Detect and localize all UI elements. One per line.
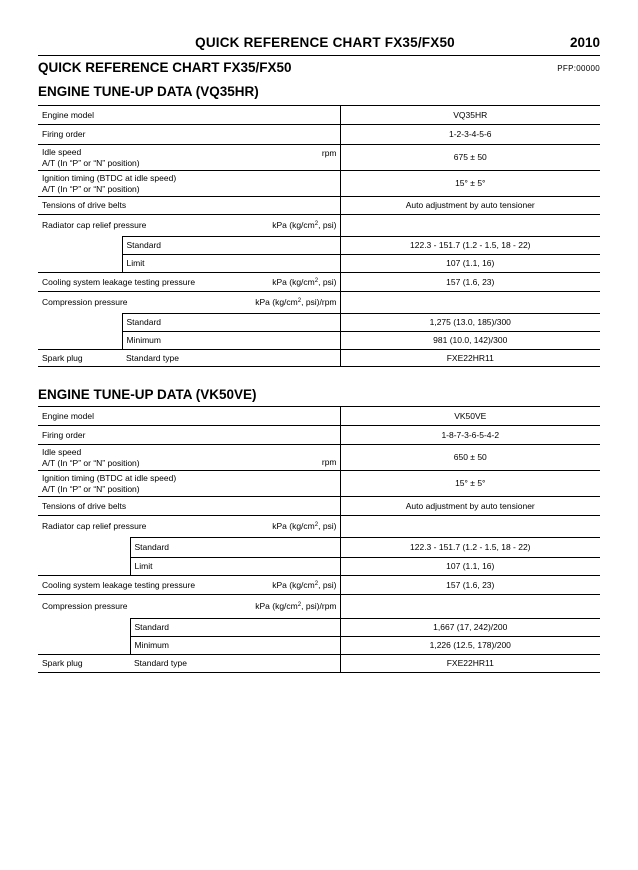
empty-cell bbox=[38, 332, 122, 350]
value-compression-minimum: 1,226 (12.5, 178)/200 bbox=[340, 637, 600, 655]
value-drive-belts: Auto adjustment by auto tensioner bbox=[340, 497, 600, 516]
table-row bbox=[38, 538, 600, 558]
table-row bbox=[38, 106, 600, 125]
unit-kpa bbox=[238, 215, 340, 237]
table-row bbox=[38, 171, 600, 197]
label-spark-plug: Spark plug bbox=[38, 350, 122, 367]
empty-cell bbox=[38, 619, 130, 637]
table-row bbox=[38, 215, 600, 237]
table-row bbox=[38, 237, 600, 255]
unit-kpa-rpm-tail: , psi)/rpm bbox=[301, 601, 337, 611]
value-cooling-leak: 157 (1.6, 23) bbox=[340, 576, 600, 595]
value-cooling-leak: 157 (1.6, 23) bbox=[340, 273, 600, 292]
table-row bbox=[38, 255, 600, 273]
table-row bbox=[38, 273, 600, 292]
unit-kpa-tail: , psi) bbox=[318, 220, 337, 230]
running-header-year: 2010 bbox=[569, 35, 600, 50]
label-drive-belts: Tensions of drive belts bbox=[38, 197, 340, 215]
label-firing-order: Firing order bbox=[38, 125, 340, 145]
label-radiator-limit: Limit bbox=[122, 255, 340, 273]
value-drive-belts: Auto adjustment by auto tensioner bbox=[340, 197, 600, 215]
at-position-label: A/T (In “P” or “N” position) bbox=[42, 157, 140, 168]
unit-superscript: 2 bbox=[314, 580, 319, 587]
table-row bbox=[38, 350, 600, 367]
unit-kpa bbox=[238, 273, 340, 292]
label-compression-standard: Standard bbox=[130, 619, 340, 637]
label-cooling-leak: Cooling system leakage testing pressure bbox=[38, 576, 230, 595]
table-row bbox=[38, 516, 600, 538]
empty-cell bbox=[38, 255, 122, 273]
label-compression-minimum: Minimum bbox=[122, 332, 340, 350]
unit-superscript: 2 bbox=[314, 221, 319, 227]
empty-cell bbox=[38, 538, 130, 558]
header-rule bbox=[38, 55, 600, 56]
label-compression-standard: Standard bbox=[122, 314, 340, 332]
value-radiator-limit: 107 (1.1, 16) bbox=[340, 255, 600, 273]
label-engine-model: Engine model bbox=[38, 106, 340, 125]
value-ignition-timing: 15° ± 5° bbox=[340, 171, 600, 197]
label-idle-speed bbox=[38, 145, 238, 171]
tune-up-table-vq35hr bbox=[38, 105, 600, 367]
idle-speed-label: Idle speed bbox=[42, 146, 82, 157]
unit-kpa-text: kPa (kg/cm bbox=[272, 579, 315, 590]
label-drive-belts: Tensions of drive belts bbox=[38, 497, 340, 516]
value-firing-order: 1-2-3-4-5-6 bbox=[340, 125, 600, 145]
value-engine-model: VK50VE bbox=[340, 407, 600, 426]
table-row bbox=[38, 445, 600, 471]
label-radiator-standard: Standard bbox=[122, 237, 340, 255]
section-title-vk50ve: ENGINE TUNE-UP DATA (VK50VE) bbox=[38, 387, 257, 402]
table-row bbox=[38, 471, 600, 497]
value-spark-plug: FXE22HR11 bbox=[340, 655, 600, 673]
label-standard-type: Standard type bbox=[122, 350, 340, 367]
table-row bbox=[38, 332, 600, 350]
value-radiator-standard: 122.3 - 151.7 (1.2 - 1.5, 18 - 22) bbox=[340, 237, 600, 255]
table-row bbox=[38, 197, 600, 215]
unit-kpa-text: kPa (kg/cm bbox=[272, 220, 315, 230]
running-header-title: QUICK REFERENCE CHART FX35/FX50 bbox=[195, 35, 455, 50]
tune-up-table-vk50ve bbox=[38, 406, 600, 673]
value-idle-speed: 650 ± 50 bbox=[340, 445, 600, 471]
label-radiator-cap: Radiator cap relief pressure bbox=[38, 215, 238, 237]
empty-cell bbox=[38, 558, 130, 576]
label-firing-order: Firing order bbox=[38, 426, 340, 445]
value-compression-standard: 1,667 (17, 242)/200 bbox=[340, 619, 600, 637]
at-position-label: A/T (In “P” or “N” position) bbox=[42, 183, 140, 194]
table-row bbox=[38, 637, 600, 655]
unit-superscript: 2 bbox=[314, 277, 319, 284]
value-compression-minimum: 981 (10.0, 142)/300 bbox=[340, 332, 600, 350]
table-row bbox=[38, 558, 600, 576]
ignition-timing-label: Ignition timing (BTDC at idle speed) bbox=[42, 472, 177, 483]
unit-kpa bbox=[230, 516, 340, 538]
unit-superscript: 2 bbox=[297, 298, 302, 304]
pfp-code: PFP:00000 bbox=[557, 64, 600, 73]
label-standard-type: Standard type bbox=[130, 655, 340, 673]
unit-kpa-text: kPa (kg/cm bbox=[272, 521, 315, 531]
table-row bbox=[38, 619, 600, 637]
unit-superscript: 2 bbox=[314, 522, 319, 528]
table-row bbox=[38, 426, 600, 445]
table-row bbox=[38, 125, 600, 145]
value-compression-blank bbox=[340, 292, 600, 314]
value-compression-blank bbox=[340, 595, 600, 619]
unit-kpa-tail: , psi) bbox=[318, 579, 337, 590]
table-row bbox=[38, 314, 600, 332]
value-radiator-standard: 122.3 - 151.7 (1.2 - 1.5, 18 - 22) bbox=[340, 538, 600, 558]
table-row bbox=[38, 407, 600, 426]
table-row bbox=[38, 497, 600, 516]
label-compression-minimum: Minimum bbox=[130, 637, 340, 655]
unit-superscript: 2 bbox=[297, 602, 302, 608]
label-spark-plug: Spark plug bbox=[38, 655, 130, 673]
label-engine-model: Engine model bbox=[38, 407, 340, 426]
value-radiator-limit: 107 (1.1, 16) bbox=[340, 558, 600, 576]
value-radiator-blank bbox=[340, 215, 600, 237]
value-firing-order: 1-8-7-3-6-5-4-2 bbox=[340, 426, 600, 445]
empty-cell bbox=[38, 637, 130, 655]
unit-rpm: rpm bbox=[230, 445, 340, 471]
at-position-label: A/T (In “P” or “N” position) bbox=[42, 457, 140, 468]
table-row bbox=[38, 655, 600, 673]
unit-kpa-tail: , psi) bbox=[318, 276, 337, 287]
value-ignition-timing: 15° ± 5° bbox=[340, 471, 600, 497]
unit-kpa-text: kPa (kg/cm bbox=[255, 297, 298, 307]
table-row bbox=[38, 595, 600, 619]
idle-speed-label: Idle speed bbox=[42, 446, 82, 457]
value-compression-standard: 1,275 (13.0, 185)/300 bbox=[340, 314, 600, 332]
value-spark-plug: FXE22HR11 bbox=[340, 350, 600, 367]
label-radiator-limit: Limit bbox=[130, 558, 340, 576]
table-row bbox=[38, 576, 600, 595]
unit-kpa bbox=[230, 576, 340, 595]
empty-cell bbox=[38, 237, 122, 255]
unit-rpm: rpm bbox=[238, 145, 340, 171]
table-row bbox=[38, 292, 600, 314]
label-ignition-timing bbox=[38, 171, 340, 197]
value-radiator-blank bbox=[340, 516, 600, 538]
at-position-label: A/T (In “P” or “N” position) bbox=[42, 483, 140, 494]
label-ignition-timing bbox=[38, 471, 340, 497]
value-idle-speed: 675 ± 50 bbox=[340, 145, 600, 171]
value-engine-model: VQ35HR bbox=[340, 106, 600, 125]
label-radiator-cap: Radiator cap relief pressure bbox=[38, 516, 230, 538]
document-title: QUICK REFERENCE CHART FX35/FX50 bbox=[38, 60, 292, 75]
ignition-timing-label: Ignition timing (BTDC at idle speed) bbox=[42, 172, 177, 183]
unit-kpa-tail: , psi) bbox=[318, 521, 337, 531]
label-idle-speed bbox=[38, 445, 230, 471]
label-compression: Compression pressure bbox=[38, 595, 230, 619]
unit-kpa-text: kPa (kg/cm bbox=[255, 601, 298, 611]
empty-cell bbox=[38, 314, 122, 332]
section-title-vq35hr: ENGINE TUNE-UP DATA (VQ35HR) bbox=[38, 84, 259, 99]
unit-kpa-rpm bbox=[230, 595, 340, 619]
label-cooling-leak: Cooling system leakage testing pressure bbox=[38, 273, 238, 292]
label-compression: Compression pressure bbox=[38, 292, 238, 314]
label-radiator-standard: Standard bbox=[130, 538, 340, 558]
unit-kpa-text: kPa (kg/cm bbox=[272, 276, 315, 287]
unit-kpa-rpm-tail: , psi)/rpm bbox=[301, 297, 337, 307]
unit-kpa-rpm bbox=[238, 292, 340, 314]
table-row bbox=[38, 145, 600, 171]
